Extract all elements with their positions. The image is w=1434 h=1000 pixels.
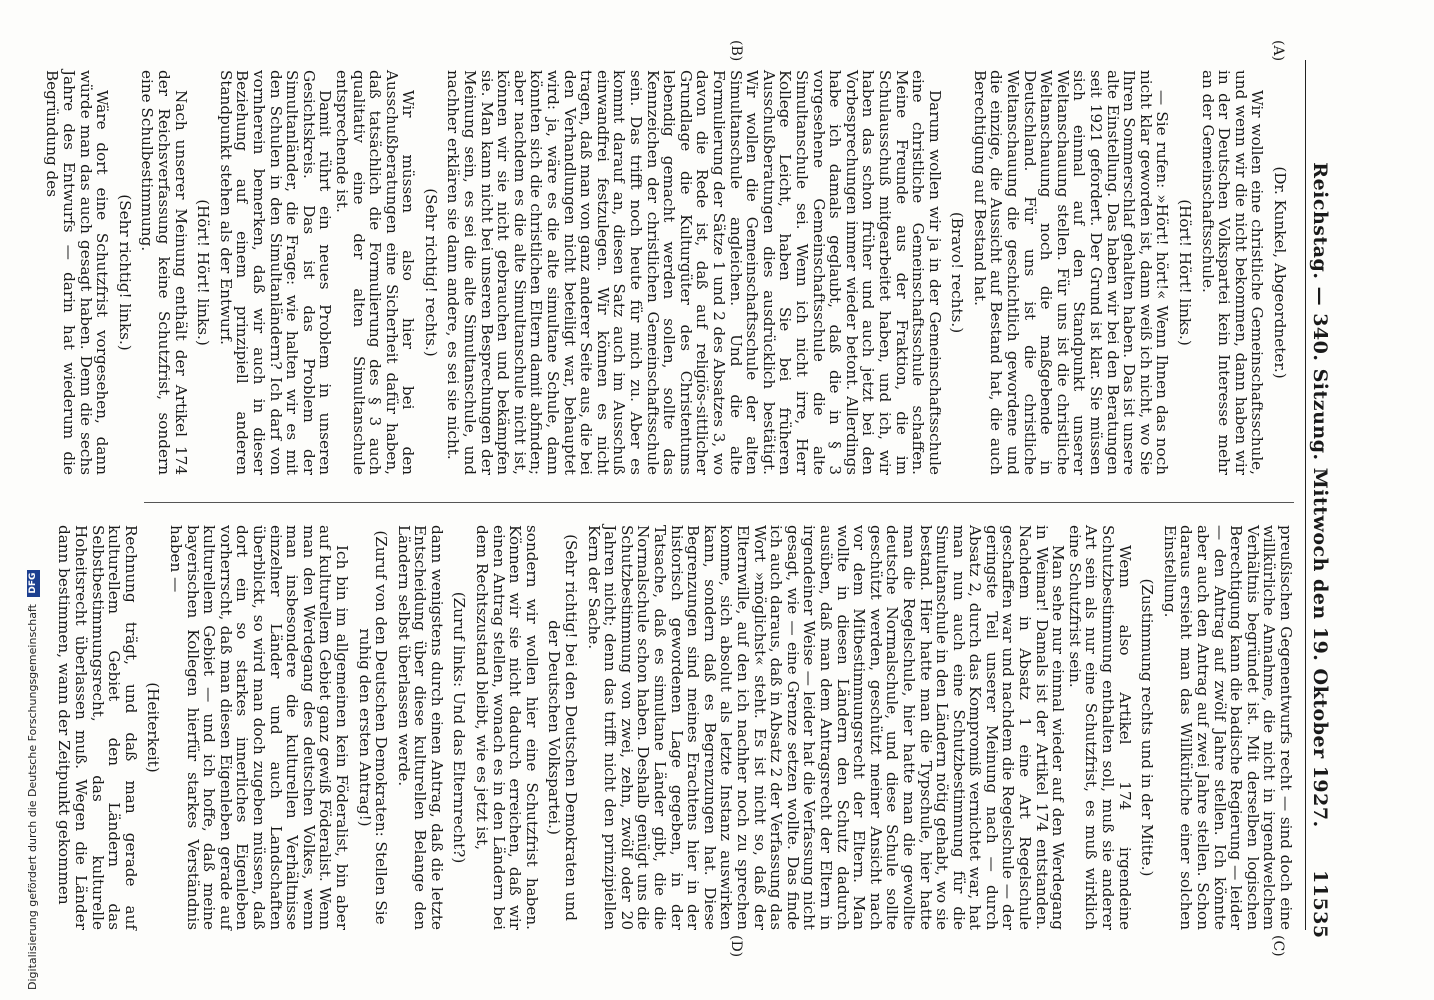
interjection: (Heiterkeit): [144, 682, 163, 773]
interjection: (Hört! Hört! links.): [1176, 199, 1195, 346]
interjection: (Sehr richtig! links.): [115, 194, 134, 351]
paragraph: Damit rührt ein neues Problem in unseren Gesichtskreis. Das ist das Problem der Simultanländer, die Frage: wie halten wir es mit den Schulen in den Simultanländern? Ich darf von vornherein bemerken, daß wir auch in dieser Beziehung auf einem prinzipiell anderen Standpunkt stehen als der Entwurf.: [216, 70, 335, 475]
left-column: [44, 70, 1294, 475]
page-title: Reichstag. — 340. Sitzung. Mittwoch den 19. Oktober 1927.: [1309, 162, 1331, 828]
interjection: (Sehr richtig! bei den Deutschen Demokraten und der Deutschen Volkspartei.): [545, 534, 581, 921]
paragraph: Ich bin im allgemeinen kein Föderalist, bin aber auf kulturellem Gebiet ganz gewiß Föderalist. Wenn man den Werdegang des deutschen Volkes, wenn man insbesondere die kulturellen Verhältnisse einzelner Länder und auch Landschaften überblickt, so wird man doch zugeben müssen, daß dort ein so starkes innerliches Eigenleben vorherrscht, daß man diesen Eigenleben gerade auf kulturellem Gebiet — und ich hoffe, daß meine bayerischen Kollegen hierfür starkes Verständnis haben —: [167, 525, 351, 930]
interjection: (Zuruf von den Deutschen Demokraten: Stellen Sie ruhig den ersten Antrag!): [355, 530, 391, 925]
right-column: [56, 525, 1294, 930]
paragraph: Man sehe nur einmal wieder auf den Werdegang in Weimar! Damals ist der Artikel 174 entstanden. Nachdem in Absatz 1 eine Art Regelschule geschaffen war und nachdem die Regelschule — der geringste Teil unserer Meinung nach — durch Absatz 2, durch das Kompromiß vernichtet war, hat man nun auch eine Schutzbestimmung für die Simultanschule in den Ländern nötig gehabt, wo sie bestand. Hier hatte man die Typschule, hier hatte man die Regelschule, hier hatte man die gewollte deutsche Normalschule, und diese Schule sollte geschützt werden, geschützt meiner Ansicht nach vor dem Mitbestimmungsrecht der Eltern. Man wollte in diesen Ländern den Schutz dadurch ausüben, daß man dem Antragsrecht der Eltern in irgendeiner Weise — leider hat die Verfassung nicht gesagt, wie — eine Grenze setzen wollte. Das finde ich auch daraus, daß in Absatz 2 der Verfassung das Wort »möglichst« steht. Es ist nicht so, daß der Elternwille, auf den ich nachher noch zu sprechen komme, sich absolut als letzte Instanz auswirken kann, sondern daß es Begrenzungen hat. Diese Begrenzungen sind meines Erachtens hier in der historisch gewordenen Lage gegeben, in der Tatsache, daß es simultane Länder gibt, die die Normalschule schon haben. Deshalb genügt uns die Schutzbestimmung von zwei, zehn, zwölf oder 20 Jahren nicht; denn das trifft nicht den prinzipiellen Kern der Sache.: [584, 525, 1068, 930]
column-divider: [144, 502, 1294, 503]
speaker-line: (Dr. Kunkel, Abgeordneter.): [1271, 166, 1289, 379]
digitization-credit: [22, 0, 44, 990]
paragraph: Wäre dort eine Schutzfrist vorgesehen, dann würde man das auch gesagt haben. Denn die sechs Jahre des Entwurfs — darin hat wiederum die Begründung des: [43, 70, 112, 475]
paragraph: Rechnung trägt, und daß man gerade auf kulturellem Gebiet den Ländern das Selbstbestimmungsrecht, das kulturelle Hoheitsrecht überlassen muß. Wegen die Länder dann bestimmen, wann der Zeitpunkt gekommen: [55, 525, 140, 930]
margin-mark-b: (B): [728, 40, 744, 62]
page-number: 11535: [1309, 870, 1331, 939]
dfg-logo: DFG: [27, 570, 40, 597]
margin-mark-d: (D): [728, 935, 744, 958]
paragraph: Wir wollen eine christliche Gemeinschaftsschule, und wenn wir die nicht bekommen, dann haben wir in der Deutschen Volkspartei kein Interesse mehr an der Gemeinschaftsschule.: [1198, 70, 1267, 475]
interjection: (Sehr richtig! rechts.): [421, 188, 440, 357]
margin-mark-c: (C): [1270, 935, 1286, 957]
paragraph: dann wenigstens durch einen Antrag, daß die letzte Entscheidung über diese kulturellen Belange den Ländern selbst überlassen werde.: [394, 525, 446, 930]
paragraph: Darum wollen wir ja in der Gemeinschaftsschule eine christliche Gemeinschaftsschule schaffen. Meine Freunde aus der Fraktion, die im Schulausschuß mitgearbeitet haben, und ich, wir haben das schon früher und auch jetzt bei den Vorbesprechungen immer wieder betont. Allerdings habe ich damals geglaubt, daß die in § 3 vorgesehene Gemeinschaftsschule die alte Simultanschule sei. Wenn ich nicht irre, Herr Kollege Leicht, haben Sie bei früheren Ausschußberatungen dies ausdrücklich bestätigt. Wir wollen die Gemeinschaftsschule der alten Simultanschule angleichen. Und die alte Formulierung der Sätze 1 und 2 des Absatzes 3, wo davon die Rede ist, daß auf religiös-sittlicher Grundlage die Kulturgüter des Christentums lebendig gemacht werden sollen, sollte das Kennzeichen der christlichen Gemeinschaftsschule sein. Das trifft noch heute für mich zu. Aber es kommt darauf an, diesen Satz auch im Ausschuß einwandfrei festzulegen. Wir können es nicht tragen, daß man von ganz anderer Seite aus, die bei den Verhandlungen nicht beteiligt war, behauptet wird: ja, wäre es die alte simultane Schule, dann könnten sich die christlichen Eltern damit abfinden; aber nachdem es die alte Simultanschule nicht ist, können wir sie nicht gebrauchen und bekämpfen sie. Man kann nicht bei unseren Besprechungen der Meinung sein, es sei die alte Simultanschule, und nachher erklären sie dann andere, es sei sie nicht.: [444, 70, 944, 475]
paragraph: Wir müssen also hier bei den Ausschußberatungen eine Sicherheit dafür haben, daß tatsächlich die Formulierung des § 3 auch qualitativ eine der alten Simultanschule entsprechende ist.: [332, 70, 418, 475]
paragraph: sondern wir wollen hier eine Schutzfrist haben. Können wir sie nicht dadurch erreichen, daß wir einen Antrag stellen, wonach es in den Ländern bei dem Rechtszustand bleibt, wie es jetzt ist,: [473, 525, 541, 930]
paragraph: Wenn also Artikel 174 irgendeine Schutzbestimmung enthalten soll, muß sie anderer Art sein als nur eine Schutzfrist, es muß wirklich eine Schutzfrist sein.: [1065, 525, 1134, 930]
interjection: (Zustimmung rechts und in der Mitte.): [1138, 578, 1157, 877]
paragraph: Nach unserer Meinung enthält der Artikel 174 der Reichsverfassung keine Schutzfrist, sondern eine Schulbestimmung.: [138, 70, 190, 475]
interjection: (Bravo! rechts.): [948, 211, 967, 334]
interjection: (Hört! Hört! links.): [194, 199, 213, 346]
credit-text: Digitalisierung gefördert durch die Deutsche Forschungsgemeinschaft: [26, 604, 39, 990]
paragraph: preußischen Gegenentwurfs recht — sind doch eine willkürliche Annahme, die nicht in irgendwelchem Verhältnis begründet ist. Mit derselben logischen Berechtigung kann die badische Regierung — leider — den Antrag auf zwölf Jahre stellen. Ich könnte aber auch den Antrag auf zwei Jahre stellen. Schon daraus ersieht man das Willkürliche einer solchen Einstellung.: [1160, 525, 1295, 930]
margin-mark-a: (A): [1270, 40, 1286, 62]
interjection: (Zuruf links: Und das Elternrecht?): [450, 591, 469, 864]
paragraph: — Sie rufen: »Hört! hört!« Wenn Ihnen das noch nicht klar geworden ist, dann weiß ich nicht, wo Sie Ihren Sommerschlaf gehalten haben. Das ist unsere alte Einstellung. Das haben wir bei den Beratungen seit 1921 gefordert. Der Grund ist klar. Sie müssen sich einmal auf den Standpunkt unserer Weltanschauung stellen. Für uns ist die christliche Weltanschauung noch die maßgebende in Deutschland. Für uns ist die christliche Weltanschauung die geschichtlich gewordene und die einzige, die Aussicht auf Bestand hat, die auch Berechtigung auf Bestand hat.: [970, 70, 1172, 475]
page-header: [1305, 60, 1339, 939]
